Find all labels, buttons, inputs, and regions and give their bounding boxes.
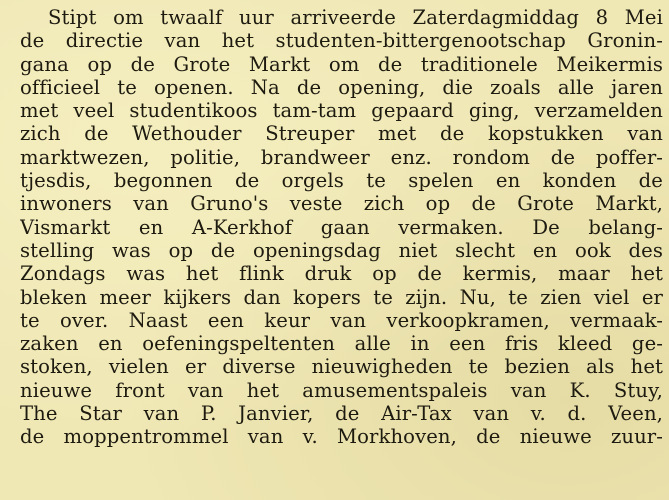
text-line-2: de directie van het studenten-bittergenootschap Gronin- — [20, 29, 663, 53]
text-line-15: zaken en oefeningspeltenten alle in een fris kleed ge- — [20, 332, 663, 356]
text-line-8: tjesdis, begonnen de orgels te spelen en konden de — [20, 169, 663, 193]
text-line-7: marktwezen, politie, brandweer enz. rondom de poffer- — [20, 145, 663, 169]
text-line-1: Stipt om twaalf uur arriveerde Zaterdagmiddag 8 Mei — [48, 6, 663, 29]
text-line-19: de moppentrommel van v. Morkhoven, de nieuwe zuur- — [20, 425, 663, 449]
text-line-5: met veel studentikoos tam-tam gepaard ging, verzamelden — [20, 99, 663, 123]
text-line-9: inwoners van Gruno's veste zich op de Grote Markt, — [20, 192, 663, 216]
text-line-3: gana op de Grote Markt om de traditionele Meikermis — [20, 52, 663, 76]
text-line-10: Vismarkt en A-Kerkhof gaan vermaken. De belang- — [20, 215, 663, 239]
text-line-13: bleken meer kijkers dan kopers te zijn. Nu, te zien viel er — [20, 285, 663, 309]
text-line-17: nieuwe front van het amusementspaleis van K. Stuy, — [20, 378, 663, 402]
text-line-16: stoken, vielen er diverse nieuwigheden te bezien als het — [20, 355, 663, 379]
text-line-12: Zondags was het flink druk op de kermis, maar het — [20, 262, 663, 286]
text-line-18: The Star van P. Janvier, de Air-Tax van v. d. Veen, — [20, 402, 663, 426]
text-line-11: stelling was op de openingsdag niet slecht en ook des — [20, 238, 663, 262]
text-line-4: officieel te openen. Na de opening, die zoals alle jaren — [20, 75, 663, 99]
text-line-6: zich de Wethouder Streuper met de kopstukken van — [20, 122, 663, 146]
article-text — [20, 6, 663, 449]
text-line-14: te over. Naast een keur van verkoopkramen, vermaak- — [20, 308, 663, 332]
